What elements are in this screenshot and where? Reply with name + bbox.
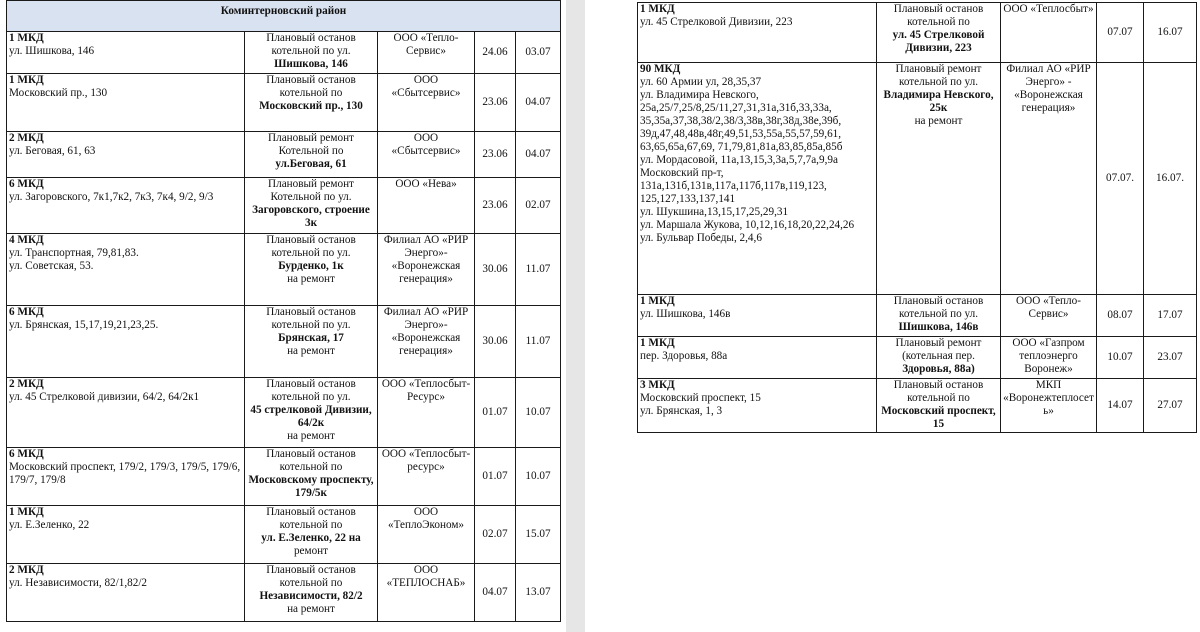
table-row bbox=[7, 506, 561, 564]
house-count: 1 МКД bbox=[9, 32, 44, 44]
house-count: 2 МКД bbox=[9, 132, 44, 144]
boiler-address: ул. Е.Зеленко, 22 на bbox=[261, 532, 361, 544]
house-address: ул. Независимости, 82/1,82/2 bbox=[9, 577, 148, 589]
house-address: ул. Загоровского, 7к1,7к2, 7к3, 7к4, 9/2, 9/3 bbox=[9, 191, 214, 203]
reason-cell bbox=[245, 74, 378, 132]
houses-cell bbox=[7, 74, 245, 132]
table-row bbox=[7, 234, 561, 306]
house-address: ул. Транспортная, 79,81,83. bbox=[9, 247, 139, 259]
house-count: 4 МКД bbox=[9, 234, 44, 246]
reason-cell bbox=[245, 564, 378, 622]
reason-text: Плановый останов котельной по bbox=[893, 3, 984, 28]
boiler-address: Шишкова, 146в bbox=[898, 321, 979, 333]
reason-cell bbox=[877, 63, 1001, 295]
table-row bbox=[638, 379, 1197, 433]
house-address: ул. Бульвар Победы, 2,4,6 bbox=[640, 232, 762, 244]
end-date-cell: 16.07. bbox=[1144, 63, 1197, 295]
district-title: Коминтерновский район bbox=[7, 1, 561, 32]
reason-tail: на ремонт bbox=[287, 273, 335, 285]
house-count: 1 МКД bbox=[640, 3, 675, 15]
house-address: ул. 45 Стрелковой дивизии, 64/2, 64/2к1 bbox=[9, 391, 200, 403]
district-header-row bbox=[7, 1, 561, 32]
reason-text: Плановый ремонт Котельной по bbox=[268, 132, 354, 157]
reason-text: Плановый останов котельной по bbox=[266, 74, 356, 99]
house-address: пер. Здоровья, 88а bbox=[640, 350, 728, 362]
reason-cell bbox=[877, 295, 1001, 337]
organization-cell: ООО «Тепло-Сервис» bbox=[1001, 295, 1097, 337]
house-count: 1 МКД bbox=[9, 74, 44, 86]
houses-cell bbox=[7, 506, 245, 564]
house-count: 1 МКД bbox=[640, 337, 675, 349]
houses-cell bbox=[7, 32, 245, 74]
reason-text: Плановый останов котельной по ул. bbox=[893, 295, 984, 320]
start-date-cell: 04.07 bbox=[475, 564, 516, 622]
houses-cell bbox=[638, 379, 877, 433]
reason-text: Плановый ремонт (котельная пер. bbox=[895, 337, 982, 362]
houses-cell bbox=[7, 178, 245, 234]
house-address: ул. Владимира Невского, 25а,25/7,25/8,25/11,27,31,31а,31б,33,33а, 35,35а,37,38,38/2,38/3,38в,38г,38д,38е,39б, 39д,47,48,48в,48г,49,51,53,55а,55,57,59,61, 63,65,65а,67,69, 71,79,81,81а,83,85,85а,85б bbox=[640, 89, 843, 153]
table-row bbox=[7, 564, 561, 622]
start-date-cell: 24.06 bbox=[475, 32, 516, 74]
house-address: ул. Брянская, 1, 3 bbox=[640, 405, 723, 417]
house-address: ул. Беговая, 61, 63 bbox=[9, 145, 96, 157]
house-count: 90 МКД bbox=[640, 63, 681, 75]
house-count: 6 МКД bbox=[9, 178, 44, 190]
boiler-address: Московский пр., 130 bbox=[259, 100, 363, 112]
boiler-address: Здоровья, 88а) bbox=[902, 363, 975, 375]
boiler-address: Московскому проспекту, 179/5к bbox=[248, 474, 374, 499]
reason-cell bbox=[877, 379, 1001, 433]
reason-cell bbox=[245, 448, 378, 506]
house-count: 1 МКД bbox=[9, 506, 44, 518]
reason-cell bbox=[245, 178, 378, 234]
start-date-cell: 30.06 bbox=[475, 234, 516, 306]
boiler-address: Брянская, 17 bbox=[278, 332, 344, 344]
organization-cell: ООО «Теплосбыт» bbox=[1001, 3, 1097, 63]
reason-cell bbox=[877, 337, 1001, 379]
house-address: Московский пр-т, 131а,131б,131в,117а,117б,117в,119,123, 125,127,133,137,141 bbox=[640, 167, 827, 205]
house-count: 1 МКД bbox=[640, 295, 675, 307]
start-date-cell: 08.07 bbox=[1097, 295, 1144, 337]
house-count: 3 МКД bbox=[640, 379, 675, 391]
reason-text: Плановый останов котельной по ул. bbox=[266, 234, 356, 259]
house-address: Московский пр., 130 bbox=[9, 87, 108, 99]
organization-cell: ООО «Сбытсервис» bbox=[378, 132, 475, 178]
table-row bbox=[7, 378, 561, 448]
reason-tail: на ремонт bbox=[287, 345, 335, 357]
end-date-cell: 10.07 bbox=[516, 378, 561, 448]
end-date-cell: 11.07 bbox=[516, 306, 561, 378]
table-row bbox=[7, 132, 561, 178]
end-date-cell: 02.07 bbox=[516, 178, 561, 234]
reason-text: Плановый останов котельной по bbox=[893, 379, 984, 404]
start-date-cell: 23.06 bbox=[475, 178, 516, 234]
house-count: 2 МКД bbox=[9, 378, 44, 390]
organization-cell: ООО «Теплосбыт-Ресурс» bbox=[378, 378, 475, 448]
outage-table-left bbox=[6, 0, 561, 622]
boiler-address: 45 стрелковой Дивизии, 64/2к bbox=[250, 404, 372, 429]
reason-cell bbox=[245, 234, 378, 306]
boiler-address: Бурденко, 1к bbox=[278, 260, 344, 272]
start-date-cell: 07.07. bbox=[1097, 63, 1144, 295]
boiler-address: Владимира Невского, 25к bbox=[883, 89, 994, 114]
organization-cell: ООО «Нева» bbox=[378, 178, 475, 234]
houses-cell bbox=[638, 3, 877, 63]
houses-cell bbox=[7, 378, 245, 448]
end-date-cell: 15.07 bbox=[516, 506, 561, 564]
reason-cell bbox=[245, 506, 378, 564]
houses-cell bbox=[7, 306, 245, 378]
house-address: ул. Мордасовой, 11а,13,15,3,3а,5,7,7а,9,9а bbox=[640, 154, 838, 166]
boiler-address: ул.Беговая, 61 bbox=[275, 158, 347, 170]
organization-cell: ООО «ТЕПЛОСНАБ» bbox=[378, 564, 475, 622]
reason-cell bbox=[245, 306, 378, 378]
end-date-cell: 13.07 bbox=[516, 564, 561, 622]
end-date-cell: 23.07 bbox=[1144, 337, 1197, 379]
start-date-cell: 30.06 bbox=[475, 306, 516, 378]
boiler-address: Независимости, 82/2 bbox=[259, 590, 363, 602]
house-address: ул. 45 Стрелковой Дивизии, 223 bbox=[640, 16, 793, 28]
organization-cell: Филиал АО «РИР Энерго»- «Воронежская генерация» bbox=[378, 306, 475, 378]
organization-cell: Филиал АО «РИР Энерго»- «Воронежская генерация» bbox=[378, 234, 475, 306]
end-date-cell: 16.07 bbox=[1144, 3, 1197, 63]
organization-cell: ООО «ТеплоЭконом» bbox=[378, 506, 475, 564]
end-date-cell: 04.07 bbox=[516, 74, 561, 132]
house-address: Московский проспект, 179/2, 179/3, 179/5, 179/6, 179/7, 179/8 bbox=[9, 461, 241, 486]
organization-cell: ООО «Теплосбыт-ресурс» bbox=[378, 448, 475, 506]
house-address: ул. Е.Зеленко, 22 bbox=[9, 519, 90, 531]
organization-cell: ООО «Сбытсервис» bbox=[378, 74, 475, 132]
table-row bbox=[638, 295, 1197, 337]
house-address: Московский проспект, 15 bbox=[640, 392, 761, 404]
house-address: ул. Шишкова, 146 bbox=[9, 45, 95, 57]
start-date-cell: 23.06 bbox=[475, 132, 516, 178]
reason-tail: ремонт bbox=[293, 545, 329, 557]
end-date-cell: 10.07 bbox=[516, 448, 561, 506]
houses-cell bbox=[638, 63, 877, 295]
house-address: ул. 60 Армии ул, 28,35,37 bbox=[640, 76, 762, 88]
house-address: ул. Шишкова, 146в bbox=[640, 308, 731, 320]
end-date-cell: 27.07 bbox=[1144, 379, 1197, 433]
houses-cell bbox=[7, 564, 245, 622]
house-count: 6 МКД bbox=[9, 448, 44, 460]
table-row bbox=[7, 32, 561, 74]
end-date-cell: 03.07 bbox=[516, 32, 561, 74]
house-address: ул. Маршала Жукова, 10,12,16,18,20,22,24,26 bbox=[640, 219, 855, 231]
organization-cell: ООО «Газпром теплоэнерго Воронеж» bbox=[1001, 337, 1097, 379]
start-date-cell: 23.06 bbox=[475, 74, 516, 132]
houses-cell bbox=[7, 132, 245, 178]
reason-tail: на ремонт bbox=[287, 603, 335, 615]
boiler-address: Московский проспект, 15 bbox=[881, 405, 996, 430]
outage-table-right bbox=[637, 2, 1197, 433]
end-date-cell: 04.07 bbox=[516, 132, 561, 178]
end-date-cell: 17.07 bbox=[1144, 295, 1197, 337]
document-page-left bbox=[0, 0, 566, 632]
reason-tail: на ремонт bbox=[914, 115, 963, 127]
reason-text: Плановый останов котельной по bbox=[266, 564, 356, 589]
reason-text: Плановый останов котельной по ул. bbox=[266, 378, 356, 403]
house-count: 6 МКД bbox=[9, 306, 44, 318]
reason-cell bbox=[877, 3, 1001, 63]
houses-cell bbox=[638, 295, 877, 337]
start-date-cell: 01.07 bbox=[475, 448, 516, 506]
reason-text: Плановый останов котельной по ул. bbox=[266, 32, 356, 57]
reason-cell bbox=[245, 32, 378, 74]
house-count: 2 МКД bbox=[9, 564, 44, 576]
reason-text: Плановый ремонт котельной по ул. bbox=[895, 63, 982, 88]
boiler-address: Шишкова, 146 bbox=[274, 58, 348, 70]
house-address: ул. Брянская, 15,17,19,21,23,25. bbox=[9, 319, 159, 331]
reason-text: Плановый ремонт Котельной по ул. bbox=[268, 178, 354, 203]
boiler-address: ул. 45 Стрелковой Дивизии, 223 bbox=[892, 29, 985, 54]
start-date-cell: 02.07 bbox=[475, 506, 516, 564]
houses-cell bbox=[7, 448, 245, 506]
reason-cell bbox=[245, 132, 378, 178]
houses-cell bbox=[638, 337, 877, 379]
table-row bbox=[7, 306, 561, 378]
table-row bbox=[7, 74, 561, 132]
reason-text: Плановый останов котельной по bbox=[266, 506, 356, 531]
start-date-cell: 07.07 bbox=[1097, 3, 1144, 63]
start-date-cell: 10.07 bbox=[1097, 337, 1144, 379]
organization-cell: МКП «Воронежтеплосеть» bbox=[1001, 379, 1097, 433]
houses-cell bbox=[7, 234, 245, 306]
house-address: ул. Шукшина,13,15,17,25,29,31 bbox=[640, 206, 789, 218]
house-address: ул. Советская, 53. bbox=[9, 260, 94, 272]
reason-tail: на ремонт bbox=[287, 430, 335, 442]
reason-cell bbox=[245, 378, 378, 448]
start-date-cell: 01.07 bbox=[475, 378, 516, 448]
end-date-cell: 11.07 bbox=[516, 234, 561, 306]
table-row bbox=[638, 337, 1197, 379]
boiler-address: Загоровского, строение 3к bbox=[252, 204, 370, 229]
table-row bbox=[7, 448, 561, 506]
organization-cell: ООО «Тепло-Сервис» bbox=[378, 32, 475, 74]
start-date-cell: 14.07 bbox=[1097, 379, 1144, 433]
table-row bbox=[638, 3, 1197, 63]
reason-text: Плановый останов котельной по bbox=[266, 448, 356, 473]
document-page-right bbox=[585, 0, 1200, 632]
reason-text: Плановый останов котельной по ул. bbox=[266, 306, 356, 331]
table-row bbox=[7, 178, 561, 234]
table-row bbox=[638, 63, 1197, 295]
organization-cell: Филиал АО «РИР Энерго» - «Воронежская генерация» bbox=[1001, 63, 1097, 295]
